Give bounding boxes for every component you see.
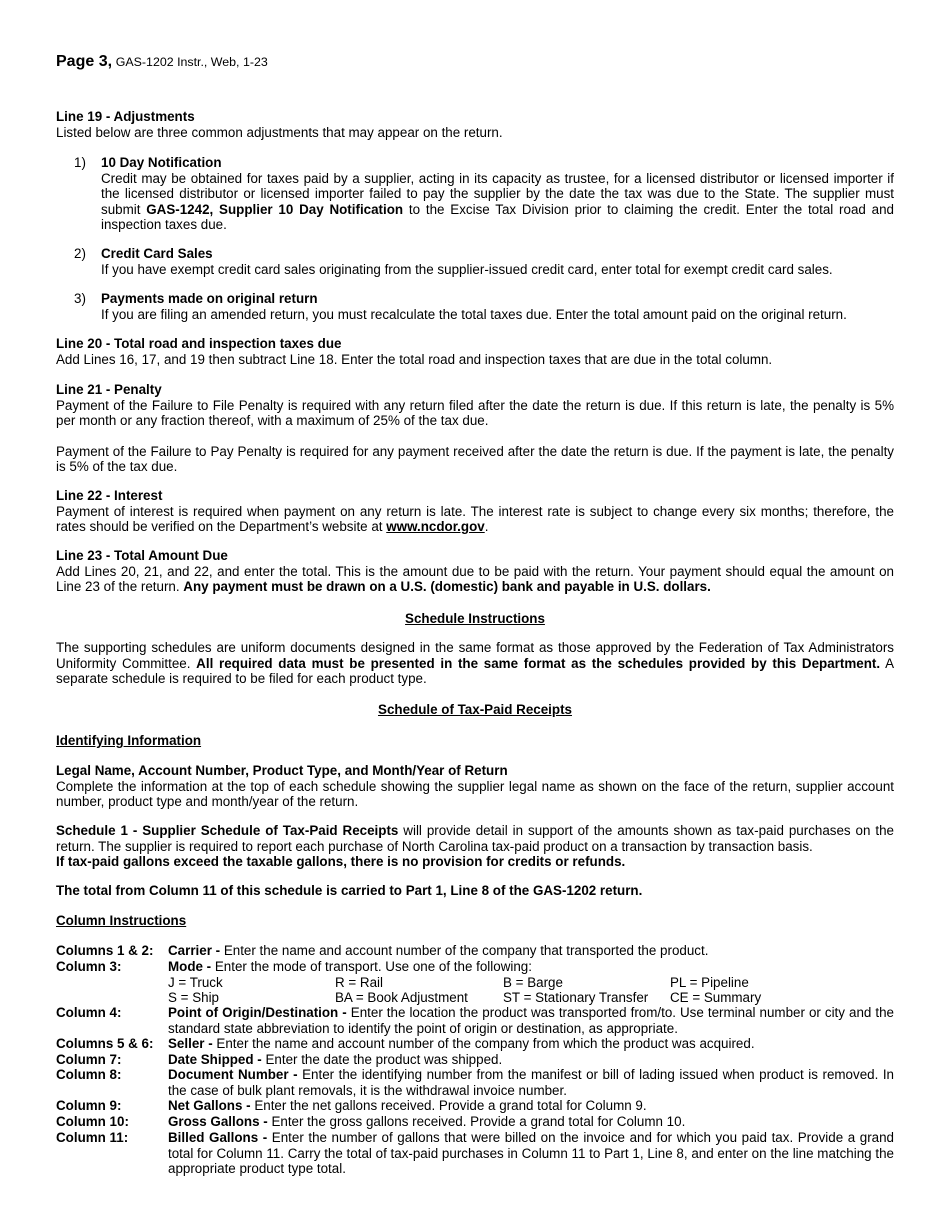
item-text: If you are filing an amended return, you must recalculate the total taxes due. Enter the total amount paid on the original return. [101,306,847,322]
line21-title: Line 21 - Penalty [56,382,162,397]
schedule-1-section [56,823,894,870]
item-number: 1) [74,155,86,170]
adjustment-item-1 [56,155,894,233]
column-row-billed-gallons: Column 11: Billed Gallons - Enter the number of gallons that were billed on the invoice and for which you paid tax. Provide a grand total for Column 11. Carry the total of tax-paid purchases in Column 11 to Part 1, Line 8, and enter on the line matching the appropriate product type total. [56,1130,895,1176]
column-row-mode: Column 3: Mode - Enter the mode of transport. Use one of the following: J = Truck R = Rail B = Barge PL = Pipeline S = Ship BA = Book Adjustment ST = Stationary Transfer CE = Summary [56,959,894,1006]
item-title: Payments made on original return [101,291,318,306]
line22-title: Line 22 - Interest [56,488,163,503]
schedule-receipts-heading: Schedule of Tax-Paid Receipts [378,702,572,717]
mode-code: J = Truck [168,974,223,990]
transport-mode-codes [168,975,894,1006]
no-credit-note: If tax-paid gallons exceed the taxable gallons, there is no provision for credits or refunds. [56,854,626,869]
column-instructions-heading: Column Instructions [56,913,187,928]
line20-title: Line 20 - Total road and inspection taxes due [56,336,342,351]
line21-section [56,382,894,475]
line23-section [56,548,894,595]
line23-title: Line 23 - Total Amount Due [56,548,228,563]
page-header [56,54,894,71]
column-row-carrier: Columns 1 & 2: Carrier - Enter the name and account number of the company that transported the product. [56,943,709,958]
legal-name-text: Complete the information at the top of each schedule showing the supplier legal name as shown on the face of the return, supplier account number, product type and month/year of the return. [56,778,894,809]
form-id: GAS-1202 Instr., Web, 1-23 [115,55,268,69]
line20-text: Add Lines 16, 17, and 19 then subtract Line 18. Enter the total road and inspection taxes that are due in the total column. [56,351,773,367]
item-number: 2) [74,246,86,261]
line19-intro: Listed below are three common adjustments that may appear on the return. [56,124,503,140]
mode-code: ST = Stationary Transfer [503,990,649,1005]
line22-section [56,488,894,535]
item-title: 10 Day Notification [101,155,222,170]
adjustment-item-2 [56,246,894,277]
item-text: If you have exempt credit card sales originating from the supplier-issued credit card, enter total for exempt credit card sales. [101,261,833,277]
mode-code: S = Ship [168,990,219,1005]
identifying-information-heading: Identifying Information [56,733,202,748]
legal-name-title: Legal Name, Account Number, Product Type, and Month/Year of Return [56,763,508,778]
line21-paragraph-2: Payment of the Failure to Pay Penalty is required for any payment received after the date the return is due. If the payment is late, the penalty is 5% of the tax due. [56,443,894,474]
mode-code: B = Barge [503,974,563,990]
line19-section [56,109,894,140]
mode-code: R = Rail [335,974,383,990]
schedule-instructions-heading: Schedule Instructions [405,611,545,626]
column-row-seller: Columns 5 & 6: Seller - Enter the name and account number of the company from which the product was acquired. [56,1036,755,1051]
line20-section [56,336,894,367]
item-number: 3) [74,291,86,306]
item-text: Credit may be obtained for taxes paid by a supplier, acting in its capacity as trustee, for a licensed distributor or licensed importer if the licensed distributor or licensed importer failed to pay the supplier by the date the tax was due to the State. The supplier must submit GAS-1242, Supplier 10 Day Notification to the Excise Tax Division prior to claiming the credit. Enter the total road and inspection taxes due. [101,170,894,232]
mode-code: PL = Pipeline [670,974,749,990]
line23-text: Add Lines 20, 21, and 22, and enter the total. This is the amount due to be paid with the return. Your payment should equal the amount on Line 23 of the return. Any payment must be drawn on a U.S. (domestic) bank and payable in U.S. dollars. [56,563,894,594]
mode-code: BA = Book Adjustment [335,990,468,1005]
schedule-1-text: Schedule 1 - Supplier Schedule of Tax-Paid Receipts will provide detail in support of the amounts shown as tax-paid purchases on the return. The supplier is required to report each purchase of North Carolina tax-paid product on a transaction by transaction basis. [56,823,895,854]
column-row-net-gallons: Column 9: Net Gallons - Enter the net gallons received. Provide a grand total for Column 9. [56,1098,647,1113]
ncdor-website-link[interactable]: www.ncdor.gov [386,519,485,534]
column-row-document-number: Column 8: Document Number - Enter the identifying number from the manifest or bill of lading issued when product is removed. In the case of bulk plant removals, it is the withdrawal invoice number. [56,1067,895,1098]
line22-text: Payment of interest is required when payment on any return is late. The interest rate is subject to change every six months; therefore, the rates should be verified on the Department’s website at www.ncdor.gov. [56,503,894,534]
column-11-total-note: The total from Column 11 of this schedule is carried to Part 1, Line 8 of the GAS-1202 return. [56,883,643,898]
schedule-instructions-text: The supporting schedules are uniform documents designed in the same format as those approved by the Federation of Tax Administrators Uniformity Committee. All required data must be presented in the same format as the schedules provided by this Department. A separate schedule is required to be filed for each product type. [56,640,894,686]
line19-title: Line 19 - Adjustments [56,109,195,124]
mode-code: CE = Summary [670,990,762,1005]
column-row-origin: Column 4: Point of Origin/Destination - Enter the location the product was transported from/to. Use terminal number or city and the standard state abbreviation to identify the point of origin or destination, as appropriate. [56,1005,894,1036]
item-title: Credit Card Sales [101,246,213,261]
column-row-date-shipped: Column 7: Date Shipped - Enter the date the product was shipped. [56,1052,503,1067]
line21-paragraph-1: Payment of the Failure to File Penalty is required with any return filed after the date the return is due. If this return is late, the penalty is 5% per month or any fraction thereof, with a maximum of 25% of the tax due. [56,397,894,428]
page-number: Page 3, [56,53,113,70]
legal-name-section [56,763,894,810]
adjustment-item-3 [56,291,894,322]
column-row-gross-gallons: Column 10: Gross Gallons - Enter the gross gallons received. Provide a grand total for Column 10. [56,1114,686,1129]
